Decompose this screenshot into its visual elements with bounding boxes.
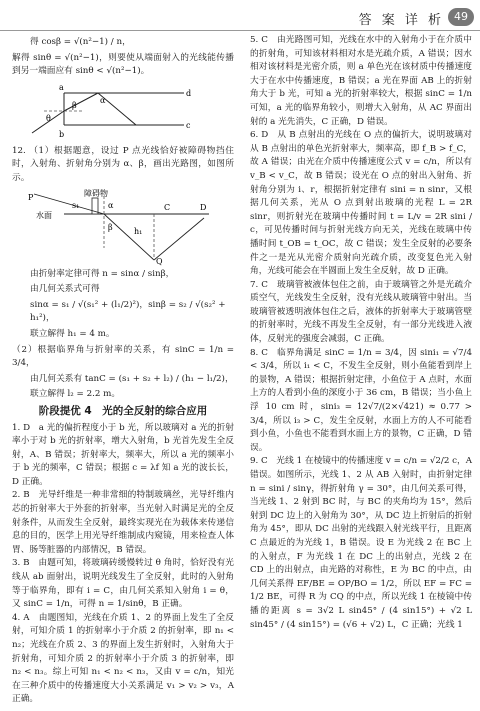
page-header — [0, 0, 480, 34]
left-column — [12, 34, 234, 707]
q12-part5: 联立解得 h₁ = 4 m。 — [30, 328, 115, 339]
label-d: d — [186, 88, 192, 98]
label-b: b — [59, 129, 65, 139]
label-s1: s₁ — [72, 200, 80, 210]
answer-6: 6. D 从 B 点射出的光线在 O 点的偏折大，说明玻璃对从 B 点射出的单色光折射率大，频率高，即 f_B > f_C，故 A 错误；由光在介质中传播速度公式 v = c/n，所以有 v_B < v_C，故 B 错误；设光在 O 点的射出入射角、折射角分别为 i、r，根据折射定律有 sini = n sinr，又根据几何关系，光从 O 点到射出玻璃的光程 L = 2R sinr，则折射光在玻璃中传播时间 t = L/v = 2R sini / c，可见传播时间与折射光线方向无关，光线在玻璃中传播时间 t_OB = t_OC，故 C 错误；发生全反射的必要条件之一是光从光密介质射向光疏介质，改变复色光入射角，光线可能会在半圆面上发生全反射，故 D 正确。 — [250, 130, 472, 277]
label-Q: Q — [156, 256, 163, 266]
label-c: c — [186, 120, 191, 130]
label-D: D — [200, 202, 207, 212]
q12-part2: 由折射率定律可得 n = sinα / sinβ， — [30, 268, 175, 279]
answer-2: 2. B 光导纤维是一种非常细的特制玻璃丝，光导纤维内芯的折射率大于外套的折射率，当光射入时满足光的全反射条件，从而发生全反射，最终实现光在为载体来传递信息的目的，医学上用光导纤维制成内窥镜，用来检查人体胃、肠等脏器的内部情况，B 错误。 — [12, 490, 234, 555]
q12-part7: 由几何关系有 tanC = (s₁ + s₂ + l₂) / (h₁ − l₁/2)， — [30, 373, 234, 384]
left-line-1: 得 cosβ = √(n²−1) / n， — [30, 37, 131, 47]
label-P: P — [28, 192, 34, 202]
label-obstacle: 障碍物 — [84, 188, 108, 198]
label-beta: β — [72, 100, 77, 110]
right-column — [250, 34, 472, 632]
label-C: C — [164, 202, 171, 212]
q12-part6: （2）根据临界角与折射率的关系，有 sinC = 1/n = 3/4， — [12, 344, 234, 369]
fiber-diagram — [24, 81, 194, 143]
obstacle-diagram — [24, 188, 214, 266]
answer-3: 3. B 由题可知，将玻璃砖缓慢转过 θ 角时，恰好没有光线从 ab 面射出，说明光线发生了全反射，此时的入射角等于临界角，即有 i = C，由几何关系知入射角 i = θ，又 sinC = 1/n，可得 n = 1/sinθ，B 正确。 — [12, 558, 234, 610]
q12-part4: sinα = s₁ / √(s₁² + (l₁/2)²)，sinβ = s₂ / √(s₂² + h₁²)， — [30, 299, 226, 324]
label-beta1: β — [108, 222, 113, 232]
q12-part1: 12. （1）根据题意，设过 P 点光线恰好被障碍物挡住时，入射角、折射角分别为 α、β，画出光路图，如图所示。 — [12, 145, 234, 183]
answer-4: 4. A 由题图知，光线在介质 1、2 的界面上发生了全反射，可知介质 1 的折射率小于介质 2 的折射率，即 n₁ < n₂；光线在介质 2、3 的界面上发生折射时，入射角大于折射角，可知介质 2 的折射率小于介质 3 的折射率，即 n₂ < n₃。综上可知 n₁ < n₂ < n₃，又由 v = c/n，知光在三种介质中的传播速度大小关系满足 v₁ > v₂ > v₃，A 正确。 — [12, 612, 234, 705]
header-title: 答 案 详 析 — [358, 13, 444, 28]
answer-9: 9. C 光线 1 在棱镜中的传播速度 v = c/n = √2/2 c，A 错误。如图所示，光线 1、2 从 AB 入射时，由折射定律 n = sini / sinγ，得折射角 γ = 30°，由几何关系可得，当光线 1、2 射到 BC 时，与 BC 的夹角均为 15°，然后射到 DC 边上的入射角为 30°，从 DC 边上折射后的折射角为 45°，即从 DC 出射的光线跟入射光线平行，且距离 C 点最近的为光线 1，B 错误。设 E 为光线 2 在 BC 上的入射点，F 为光线 1 在 DC 上的出射点，光线 2 在 CD 上的出射点，由光路的对称性，E 为 BC 的中点，由几何关系得 EF/BE = OP/BO = 1/2，所以 EF = FC = 1/2 BE，可得 R 为 CQ 的中点，所以光线 1 在棱镜中传播的距离 s = 3√2 L sin45° / (4 sin15°) + √2 L sin45° / (4 sin15°) = (√6 + √2) L，C 正确；光线 1 — [250, 456, 472, 630]
section-title: 阶段提优 4 光的全反射的综合应用 — [38, 404, 208, 417]
label-a: a — [59, 82, 64, 92]
page-number: 49 — [448, 8, 474, 26]
answer-8: 8. C 临界角满足 sinC = 1/n = 3/4，因 sini₁ = √7/4 < 3/4，所以 i₁ < C，不发生全反射，则小鱼能看到岸上的景物，A 错误；根据折射定律，小鱼位于 A 点时，水面上方的人看到小鱼的深度小于 36 cm，B 错误；当小鱼上浮 10 cm 时，sini₃ = 12√7/(2×√421) ≈ 0.77 > 3/4，所以 i₃ > C，发生全反射，水面上方的人不可能看到小鱼，小鱼也不能看到水面上方的景物，C 正确，D 错误。 — [250, 347, 472, 453]
label-alpha1: α — [108, 200, 114, 210]
q12-part8: 联立解得 l₂ = 2.2 m。 — [30, 389, 121, 400]
answer-5: 5. C 由光路图可知，光线在水中的入射角小于在介质中的折射角，可知该材料相对水是光疏介质，A 错误；因水相对该材料是光密介质，则 a 单色光在该材质中传播速度大于在水中传播速度，B 错误；a 光在界面 AB 上的折射角大于 b 光，可知 a 光的折射率较大，根据 sinC = 1/n 可知，a 光的临界角较小，则增大入射角，从 AC 界面出射的 a 光先消失，C 正确，D 错误。 — [250, 35, 472, 127]
left-line-2: 解得 sinθ = √(n²−1)，则要使从端面射入的光线能传播到另一端面应有 sinθ < √(n²−1)。 — [12, 52, 234, 77]
label-surface: 水面 — [36, 210, 52, 220]
label-theta: θ — [46, 113, 51, 123]
answer-7: 7. C 玻璃管被液体包住之前，由于玻璃管之外是光疏介质空气，光线发生全反射，没有光线从玻璃管中射出。当玻璃管被透明液体包住之后，液体的折射率大于玻璃管壁的折射率时，光线不再发生全反射，有一部分光线进入液体，反射光的强度会减弱，C 正确。 — [250, 279, 472, 345]
label-h1: h₁ — [134, 226, 143, 236]
header-rule — [0, 30, 480, 31]
q12-part3: 由几何关系式可得 — [30, 284, 100, 295]
answer-1: 1. D a 光的偏折程度小于 b 光，所以玻璃对 a 光的折射率小于对 b 光的折射率，增大入射角，b 光首先发生全反射，A、B 错误；折射率大，频率大，所以 a 光的频率小于 b 光的频率，C 错误；根据 c = λf 知 a 光的波长长，D 正确。 — [12, 422, 234, 487]
label-alpha: α — [100, 95, 106, 105]
